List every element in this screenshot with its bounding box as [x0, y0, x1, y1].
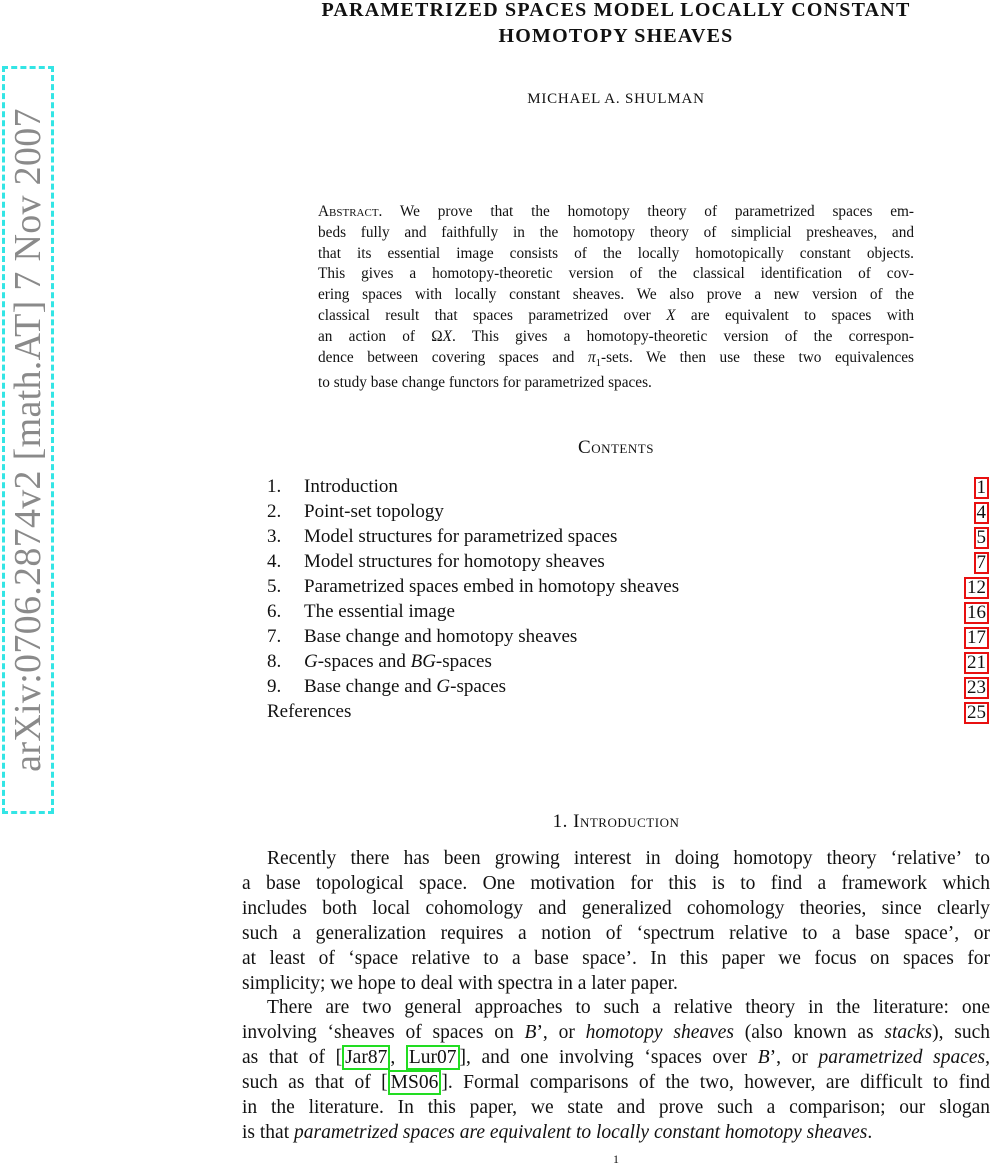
- text-segment: There are two general approaches to such a relative theory in the literature: one: [267, 997, 990, 1019]
- page-number: 1: [613, 1152, 619, 1166]
- text-segment: ), such: [932, 1022, 990, 1044]
- toc-label: G-spaces and BG-spaces: [304, 651, 492, 672]
- toc-entry[interactable]: [267, 499, 989, 524]
- text-line: [242, 847, 990, 872]
- toc-entry[interactable]: [267, 674, 989, 699]
- citation-link[interactable]: MS06: [388, 1070, 442, 1095]
- text-segment: This gives a homotopy-theoretic version of the classical identification of cov-: [318, 265, 914, 283]
- text-line: [318, 264, 914, 285]
- text-line: [242, 922, 990, 947]
- text-segment: ,: [390, 1047, 406, 1069]
- toc-entry[interactable]: [267, 574, 989, 599]
- toc-entry[interactable]: [267, 624, 989, 649]
- text-segment: ’, or: [536, 1022, 586, 1044]
- toc-page-link[interactable]: 23: [964, 677, 989, 699]
- text-segment: ’, or: [769, 1047, 819, 1069]
- text-segment: a base topological space. One motivation for this is to find a framework which: [242, 872, 990, 894]
- toc-page-link[interactable]: 7: [974, 552, 990, 574]
- text-segment: 1: [595, 356, 601, 369]
- text-segment: ering spaces with locally constant sheaves. We also prove a new version of the: [318, 286, 914, 304]
- toc-page-link[interactable]: 4: [974, 502, 990, 524]
- text-line: [318, 327, 914, 348]
- toc-page-link[interactable]: 21: [964, 652, 989, 674]
- abstract: [318, 202, 914, 394]
- toc-entry[interactable]: [267, 524, 989, 549]
- text-segment: includes both local cohomology and generalized cohomology theories, since clearly: [242, 897, 990, 919]
- title-line: HOMOTOPY SHEAVES: [498, 25, 734, 47]
- toc-number: 4.: [267, 551, 282, 572]
- section-heading: [242, 811, 990, 833]
- text-segment: at least of ‘space relative to a base space’. In this paper we focus on spaces for: [242, 947, 990, 969]
- text-line: [318, 306, 914, 327]
- toc-entry[interactable]: [267, 549, 989, 574]
- toc-entry[interactable]: [267, 474, 989, 499]
- text-segment: classical result that spaces parametrized over: [318, 306, 667, 324]
- text-segment: dence between covering spaces and: [318, 348, 588, 366]
- text-line: [242, 872, 990, 897]
- toc-number: 2.: [267, 501, 282, 522]
- toc-label: Parametrized spaces embed in homotopy sheaves: [304, 576, 680, 597]
- text-segment: in the literature. In this paper, we state and prove such a comparison; our slogan: [242, 1097, 990, 1119]
- text-line: [318, 244, 914, 265]
- text-line: [242, 1046, 990, 1071]
- text-segment: ]. Formal comparisons of the two, however, are difficult to find: [441, 1072, 990, 1094]
- text-line: [242, 947, 990, 972]
- text-line: [318, 202, 914, 223]
- author: MICHAEL A. SHULMAN: [527, 91, 705, 107]
- toc-label: Base change and G-spaces: [304, 676, 507, 697]
- toc-entry[interactable]: [267, 599, 989, 624]
- text-segment: π: [587, 348, 596, 366]
- table-of-contents: [267, 474, 989, 724]
- toc-label: Point-set topology: [304, 501, 444, 522]
- arxiv-stamp: [2, 66, 54, 814]
- toc-label: Model structures for parametrized spaces: [304, 526, 618, 547]
- text-segment: X: [666, 306, 676, 324]
- text-segment: simplicity; we hope to deal with spectra in a later paper.: [242, 972, 678, 994]
- arxiv-id: arXiv:0706.2874v2 [math.AT] 7 Nov 2007: [7, 108, 49, 772]
- text-line: [242, 1071, 990, 1096]
- toc-number: 8.: [267, 651, 282, 672]
- toc-label: References: [267, 701, 352, 722]
- toc-page-link[interactable]: 16: [964, 602, 989, 624]
- text-line: [318, 348, 914, 374]
- text-line: [242, 897, 990, 922]
- text-segment: involving ‘sheaves of spaces on: [242, 1022, 525, 1044]
- text-line: [242, 1021, 990, 1046]
- text-segment: .: [867, 1121, 873, 1143]
- text-segment: ,: [985, 1047, 990, 1069]
- toc-number: 6.: [267, 601, 282, 622]
- text-line: [242, 972, 990, 997]
- text-line: [242, 1096, 990, 1121]
- citation-link[interactable]: Jar87: [342, 1045, 390, 1070]
- text-segment: homotopy sheaves: [585, 1022, 734, 1044]
- toc-number: 3.: [267, 526, 282, 547]
- title-line: PARAMETRIZED SPACES MODEL LOCALLY CONSTANT: [321, 0, 911, 21]
- text-segment: (also known as: [734, 1022, 885, 1044]
- text-segment: such as that of [: [242, 1072, 388, 1094]
- text-segment: that its essential image consists of the locally homotopically constant objects.: [318, 244, 914, 262]
- toc-page-link[interactable]: 17: [964, 627, 989, 649]
- toc-label: The essential image: [304, 601, 455, 622]
- contents-heading: Contents: [578, 437, 654, 458]
- toc-number: 1.: [267, 476, 282, 497]
- text-segment: as that of [: [242, 1047, 343, 1069]
- text-segment: . This gives a homotopy-theoretic version of the correspon-: [451, 327, 914, 345]
- text-segment: B: [757, 1047, 770, 1069]
- text-segment: beds fully and faithfully in the homotopy theory of simplicial presheaves, and: [318, 223, 914, 241]
- toc-label: Introduction: [304, 476, 398, 497]
- citation-link[interactable]: Lur07: [406, 1045, 460, 1070]
- toc-entry[interactable]: [267, 699, 989, 724]
- text-segment: is that: [242, 1121, 294, 1143]
- paper-title: [242, 0, 990, 49]
- text-segment: B: [524, 1022, 537, 1044]
- text-segment: parametrized spaces are equivalent to locally constant homotopy sheaves: [294, 1121, 868, 1143]
- toc-number: 9.: [267, 676, 282, 697]
- toc-number: 5.: [267, 576, 282, 597]
- text-segment: -sets. We then use these two equivalences: [600, 348, 914, 366]
- text-segment: stacks: [884, 1022, 933, 1044]
- toc-page-link[interactable]: 25: [964, 702, 989, 724]
- body-text: [242, 847, 990, 1146]
- section-title: 1. Introduction: [552, 811, 680, 832]
- text-segment: are equivalent to spaces with: [675, 306, 914, 324]
- text-line: [318, 373, 914, 394]
- text-line: [318, 285, 914, 306]
- text-segment: Abstract.: [318, 203, 383, 220]
- toc-page-link[interactable]: 1: [974, 477, 990, 499]
- toc-label: Model structures for homotopy sheaves: [304, 551, 605, 572]
- toc-label: Base change and homotopy sheaves: [304, 626, 578, 647]
- toc-entry[interactable]: [267, 649, 989, 674]
- toc-number: 7.: [267, 626, 282, 647]
- toc-page-link[interactable]: 5: [974, 527, 990, 549]
- text-line: [242, 1121, 990, 1146]
- text-segment: to study base change functors for parametrized spaces.: [318, 374, 652, 392]
- text-line: [318, 223, 914, 244]
- text-segment: We prove that the homotopy theory of parametrized spaces em-: [382, 203, 914, 220]
- text-line: [242, 996, 990, 1021]
- text-segment: an action of Ω: [318, 327, 443, 345]
- text-segment: ], and one involving ‘spaces over: [459, 1047, 758, 1069]
- text-segment: such a generalization requires a notion of ‘spectrum relative to a base space’, or: [242, 922, 990, 944]
- text-segment: X: [442, 327, 452, 345]
- text-segment: Recently there has been growing interest in doing homotopy theory ‘relative’ to: [267, 848, 990, 869]
- text-segment: parametrized spaces: [818, 1047, 986, 1069]
- toc-page-link[interactable]: 12: [964, 577, 989, 599]
